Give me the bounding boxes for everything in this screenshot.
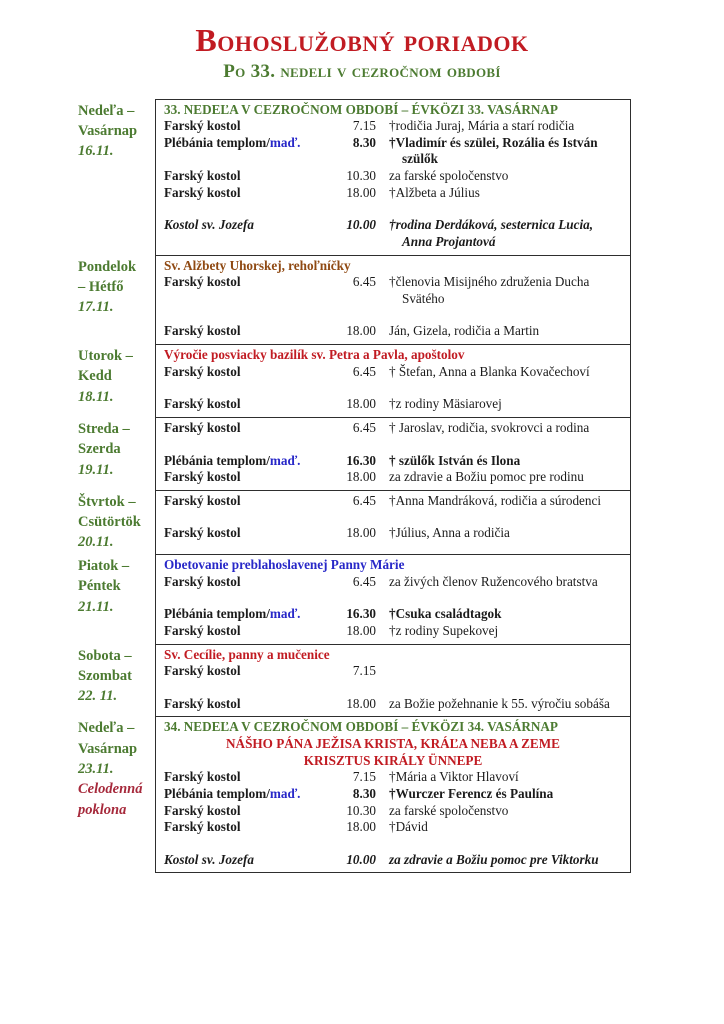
mass-row bbox=[164, 364, 622, 381]
mass-row bbox=[164, 493, 622, 510]
day-row bbox=[78, 555, 631, 645]
place-cell: Farský kostol bbox=[164, 323, 241, 339]
day-label bbox=[78, 100, 155, 256]
spacer bbox=[164, 201, 622, 217]
section-feast-header: 34. NEDEĽA V CEZROČNOM OBDOBÍ – ÉVKÖZI 34. VASÁRNAP bbox=[164, 719, 558, 735]
day-label bbox=[78, 345, 155, 418]
place-cell: Kostol sv. Jozefa bbox=[164, 217, 254, 233]
section-feast-subheader: NÁŠHO PÁNA JEŽISA KRISTA, KRÁĽA NEBA A ZEME bbox=[226, 736, 560, 752]
place-cell: Farský kostol bbox=[164, 573, 241, 589]
place-cell: Farský kostol bbox=[164, 622, 241, 638]
intention-cell: Ján, Gizela, rodičia a Martin bbox=[389, 323, 540, 339]
time-cell: 10.30 bbox=[346, 168, 376, 184]
mass-row bbox=[164, 469, 622, 486]
time-cell: 10.00 bbox=[346, 217, 376, 233]
spacer bbox=[164, 307, 622, 323]
intention-cell: † szülők István és Ilona bbox=[389, 452, 521, 468]
place-cell: Farský kostol bbox=[164, 769, 241, 785]
time-cell: 18.00 bbox=[346, 469, 376, 485]
time-cell: 6.45 bbox=[352, 419, 376, 435]
spacer bbox=[164, 542, 622, 550]
day-name-line: Kedd bbox=[78, 368, 112, 385]
day-label bbox=[78, 256, 155, 346]
mass-row bbox=[164, 623, 622, 640]
mass-row bbox=[164, 396, 622, 413]
time-cell: 6.45 bbox=[352, 492, 376, 508]
section-feast-header: Výročie posviacky bazilík sv. Petra a Pavla, apoštolov bbox=[164, 347, 465, 363]
time-cell: 10.30 bbox=[346, 802, 376, 818]
place-cell: Farský kostol bbox=[164, 419, 241, 435]
place-cell: Farský kostol bbox=[164, 469, 241, 485]
place-cell: Farský kostol bbox=[164, 184, 241, 200]
spacer bbox=[164, 380, 622, 396]
intention-cell: †Vladimír és szülei, Rozália és István szülők bbox=[389, 134, 598, 167]
day-row bbox=[78, 491, 631, 555]
place-cell: Plébánia templom/maď. bbox=[164, 134, 301, 150]
mass-row bbox=[164, 786, 622, 803]
section-feast-header: Obetovanie preblahoslavenej Panny Márie bbox=[164, 557, 405, 573]
place-cell: Farský kostol bbox=[164, 168, 241, 184]
mass-row bbox=[164, 453, 622, 470]
section-feast-header: 33. NEDEĽA V CEZROČNOM OBDOBÍ – ÉVKÖZI 33. VASÁRNAP bbox=[164, 101, 558, 117]
place-cell: Farský kostol bbox=[164, 396, 241, 412]
spacer bbox=[164, 590, 622, 606]
page-subtitle: Po 33. nedeli v cezročnom období bbox=[223, 60, 501, 82]
day-name-line: Piatok – bbox=[78, 558, 130, 575]
day-date: 19.11. bbox=[78, 461, 114, 478]
day-section bbox=[155, 417, 631, 491]
day-date: 16.11. bbox=[78, 143, 114, 160]
time-cell: 18.00 bbox=[346, 323, 376, 339]
place-cell: Plébánia templom/maď. bbox=[164, 606, 301, 622]
day-row bbox=[78, 100, 631, 256]
place-cell: Plébánia templom/maď. bbox=[164, 785, 301, 801]
intention-cell: †rodina Derdáková, sesternica Lucia, Anna Projantová bbox=[389, 217, 594, 249]
day-name-line: Szombat bbox=[78, 667, 132, 684]
intention-cell: †Wurczer Ferencz és Paulína bbox=[389, 785, 554, 801]
time-cell: 18.00 bbox=[346, 819, 376, 835]
place-language-tag: maď. bbox=[269, 785, 301, 801]
place-cell: Farský kostol bbox=[164, 802, 241, 818]
intention-cell: za zdravie a Božiu pomoc pre rodinu bbox=[389, 469, 584, 485]
spacer bbox=[164, 680, 622, 696]
time-cell: 18.00 bbox=[346, 695, 376, 711]
schedule-table bbox=[78, 100, 631, 874]
day-name-line: Péntek bbox=[78, 578, 121, 595]
day-label bbox=[78, 717, 155, 873]
section-feast-header: Sv. Alžbety Uhorskej, rehoľníčky bbox=[164, 257, 351, 273]
day-label bbox=[78, 645, 155, 718]
day-section bbox=[155, 644, 631, 718]
time-cell: 18.00 bbox=[346, 184, 376, 200]
place-cell: Farský kostol bbox=[164, 118, 241, 134]
place-cell: Farský kostol bbox=[164, 525, 241, 541]
day-label bbox=[78, 555, 155, 645]
day-name-line: Utorok – bbox=[78, 348, 133, 365]
day-date: 18.11. bbox=[78, 388, 114, 405]
intention-cell: za živých členov Ružencového bratstva bbox=[389, 573, 598, 589]
day-label bbox=[78, 418, 155, 491]
time-cell: 8.30 bbox=[352, 785, 376, 801]
mass-row bbox=[164, 769, 622, 786]
day-name-line: Csütörtök bbox=[78, 514, 141, 531]
day-name-line: Streda – bbox=[78, 420, 130, 437]
intention-cell: †Dávid bbox=[389, 819, 428, 835]
day-name-line: Nedeľa – bbox=[78, 102, 135, 119]
place-cell: Plébánia templom/maď. bbox=[164, 452, 301, 468]
spacer bbox=[164, 509, 622, 525]
day-name-line: Pondelok bbox=[78, 258, 137, 275]
day-date: 20.11. bbox=[78, 534, 114, 551]
mass-row bbox=[164, 663, 622, 680]
intention-cell: za farské spoločenstvo bbox=[389, 802, 509, 818]
mass-row bbox=[164, 852, 622, 869]
day-section bbox=[155, 344, 631, 418]
day-name-line: Vasárnap bbox=[78, 122, 138, 139]
day-name-line: Štvrtok – bbox=[78, 493, 136, 510]
time-cell: 7.15 bbox=[352, 663, 376, 679]
section-feast-subheader: KRISZTUS KIRÁLY ÜNNEPE bbox=[303, 752, 483, 768]
place-cell: Farský kostol bbox=[164, 363, 241, 379]
time-cell: 7.15 bbox=[352, 769, 376, 785]
day-row bbox=[78, 717, 631, 873]
day-section bbox=[155, 99, 631, 256]
day-date: 22. 11. bbox=[78, 688, 118, 705]
mass-row bbox=[164, 135, 622, 168]
place-cell: Kostol sv. Jozefa bbox=[164, 851, 254, 867]
time-cell: 16.30 bbox=[346, 606, 376, 622]
section-feast-header: Sv. Cecílie, panny a mučenice bbox=[164, 646, 330, 662]
day-section bbox=[155, 490, 631, 555]
day-name-line: Szerda bbox=[78, 441, 121, 458]
day-date: 21.11. bbox=[78, 598, 114, 615]
time-cell: 16.30 bbox=[346, 452, 376, 468]
place-cell: Farský kostol bbox=[164, 695, 241, 711]
day-name-line: Vasárnap bbox=[78, 740, 138, 757]
intention-cell: †Július, Anna a rodičia bbox=[389, 525, 510, 541]
day-note-line: poklona bbox=[78, 801, 127, 818]
place-cell: Farský kostol bbox=[164, 492, 241, 508]
day-section bbox=[155, 554, 631, 645]
mass-row bbox=[164, 819, 622, 836]
day-date: 17.11. bbox=[78, 299, 114, 316]
time-cell: 18.00 bbox=[346, 525, 376, 541]
mass-row bbox=[164, 168, 622, 185]
time-cell: 18.00 bbox=[346, 396, 376, 412]
intention-cell: †Csuka családtagok bbox=[389, 606, 502, 622]
mass-row bbox=[164, 420, 622, 437]
intention-cell: za zdravie a Božiu pomoc pre Viktorku bbox=[389, 851, 599, 867]
day-name-line: – Hétfő bbox=[78, 278, 124, 295]
time-cell: 6.45 bbox=[352, 274, 376, 290]
mass-row bbox=[164, 274, 622, 307]
day-label bbox=[78, 491, 155, 555]
mass-row bbox=[164, 696, 622, 713]
time-cell: 8.30 bbox=[352, 134, 376, 150]
intention-cell: †Alžbeta a Július bbox=[389, 184, 480, 200]
intention-cell: †z rodiny Supekovej bbox=[389, 622, 499, 638]
mass-row bbox=[164, 185, 622, 202]
place-cell: Farský kostol bbox=[164, 819, 241, 835]
intention-cell: † Štefan, Anna a Blanka Kovačechoví bbox=[389, 363, 590, 379]
place-cell: Farský kostol bbox=[164, 663, 241, 679]
mass-row bbox=[164, 323, 622, 340]
intention-cell: †Mária a Viktor Hlavoví bbox=[389, 769, 519, 785]
mass-row bbox=[164, 118, 622, 135]
mass-row bbox=[164, 217, 622, 250]
time-cell: 6.45 bbox=[352, 363, 376, 379]
mass-row bbox=[164, 574, 622, 591]
day-row bbox=[78, 418, 631, 491]
intention-cell: †z rodiny Mäsiarovej bbox=[389, 396, 502, 412]
place-language-tag: maď. bbox=[269, 606, 301, 622]
time-cell: 6.45 bbox=[352, 573, 376, 589]
mass-row bbox=[164, 525, 622, 542]
day-date: 23.11. bbox=[78, 761, 114, 778]
intention-cell: za Božie požehnanie k 55. výročiu sobáša bbox=[389, 695, 610, 711]
page-title: Bohoslužobný poriadok bbox=[195, 22, 529, 58]
intention-cell: † Jaroslav, rodičia, svokrovci a rodina bbox=[389, 419, 590, 435]
day-section bbox=[155, 255, 631, 346]
day-row bbox=[78, 256, 631, 346]
spacer bbox=[164, 836, 622, 852]
place-language-tag: maď. bbox=[269, 134, 301, 150]
place-language-tag: maď. bbox=[269, 452, 301, 468]
day-note-line: Celodenná bbox=[78, 781, 143, 798]
time-cell: 7.15 bbox=[352, 118, 376, 134]
intention-cell: †členovia Misijného združenia Ducha Svätého bbox=[389, 274, 590, 306]
day-name-line: Nedeľa – bbox=[78, 720, 135, 737]
mass-row bbox=[164, 606, 622, 623]
mass-row bbox=[164, 803, 622, 820]
time-cell: 10.00 bbox=[346, 851, 376, 867]
intention-cell: za farské spoločenstvo bbox=[389, 168, 509, 184]
spacer bbox=[164, 437, 622, 453]
intention-cell: †Anna Mandráková, rodičia a súrodenci bbox=[389, 492, 602, 508]
day-name-line: Sobota – bbox=[78, 647, 132, 664]
day-row bbox=[78, 645, 631, 718]
day-section bbox=[155, 716, 631, 873]
time-cell: 18.00 bbox=[346, 622, 376, 638]
place-cell: Farský kostol bbox=[164, 274, 241, 290]
day-row bbox=[78, 345, 631, 418]
intention-cell: †rodičia Juraj, Mária a starí rodičia bbox=[389, 118, 575, 134]
